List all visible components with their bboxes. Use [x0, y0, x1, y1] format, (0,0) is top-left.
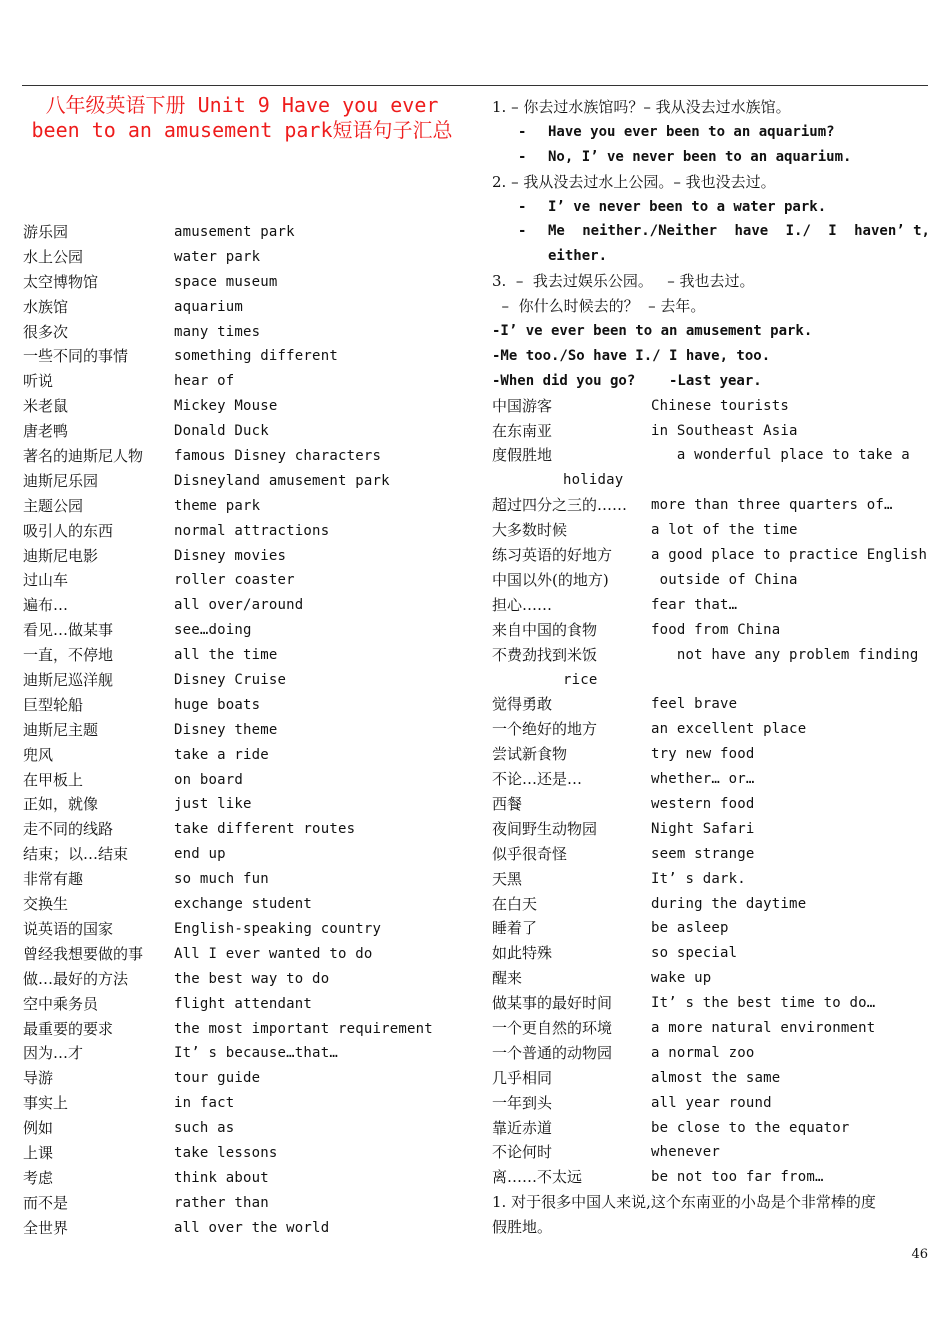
vocab-row	[23, 1091, 463, 1116]
vocab-en	[563, 443, 929, 489]
vocab-row	[492, 742, 932, 767]
vocab-row	[23, 344, 463, 369]
vocab-zh: 迪斯尼电影	[23, 546, 99, 565]
vocab-en: water park	[174, 248, 261, 265]
vocab-row	[492, 593, 932, 618]
vocab-zh: 兜风	[23, 745, 54, 764]
vocab-zh: 大多数时候	[492, 521, 568, 540]
vocab-en: tour guide	[174, 1070, 261, 1087]
vocab-row	[23, 394, 463, 419]
vocab-en: roller coaster	[174, 572, 295, 589]
vocab-row	[23, 917, 463, 942]
dialog-1-b-text: No, I’ ve never been to an aquarium.	[548, 148, 852, 165]
vocab-row	[23, 618, 463, 643]
vocab-row	[23, 792, 463, 817]
dialog-2-b-word: I	[828, 223, 837, 240]
vocab-zh: 迪斯尼巡洋舰	[23, 671, 114, 690]
vocab-zh: 靠近赤道	[492, 1118, 553, 1137]
vocab-row	[23, 1017, 463, 1042]
vocab-row	[23, 494, 463, 519]
vocab-en: in fact	[174, 1095, 235, 1112]
vocab-en: be not too far from…	[651, 1169, 824, 1186]
vocab-zh: 水上公园	[23, 247, 84, 266]
vocab-en: think about	[174, 1169, 269, 1186]
vocab-zh: 全世界	[23, 1218, 69, 1237]
vocab-row	[492, 991, 932, 1016]
vocab-row	[23, 544, 463, 569]
vocab-zh: 考虑	[23, 1168, 54, 1187]
vocab-row	[23, 245, 463, 270]
vocab-zh: 一个更自然的环境	[492, 1018, 613, 1037]
vocab-zh: 在东南亚	[492, 421, 553, 440]
vocab-row	[23, 967, 463, 992]
vocab-zh: 说英语的国家	[23, 919, 114, 938]
vocab-zh: 看见…做某事	[23, 621, 114, 640]
vocab-zh: 导游	[23, 1069, 54, 1088]
page-title	[22, 93, 462, 143]
vocab-row	[492, 941, 932, 966]
vocab-en: Disney movies	[174, 547, 287, 564]
vocab-en: hear of	[174, 373, 235, 390]
vocab-en: All I ever wanted to do	[174, 945, 373, 962]
vocab-row	[492, 1016, 932, 1041]
vocab-en: flight attendant	[174, 995, 313, 1012]
page-number: 46	[911, 1247, 928, 1262]
vocab-en: a more natural environment	[651, 1019, 876, 1036]
dash: -	[518, 223, 527, 240]
dialog-2-zh: 2. – 我从没去过水上公园。– 我也没去过。	[492, 172, 776, 191]
vocab-zh: 一个绝好的地方	[492, 720, 598, 739]
vocab-zh: 在甲板上	[23, 770, 84, 789]
top-rule	[22, 85, 928, 86]
dash: -	[518, 148, 527, 165]
vocab-zh: 著名的迪斯尼人物	[23, 447, 144, 466]
vocab-zh: 走不同的线路	[23, 820, 114, 839]
vocab-en: rather than	[174, 1194, 269, 1211]
vocab-row	[23, 469, 463, 494]
right-column	[492, 95, 932, 1240]
vocab-row	[23, 220, 463, 245]
vocab-en: a lot of the time	[651, 522, 798, 539]
dash: -	[518, 123, 527, 140]
vocab-zh: 正如，就像	[23, 795, 99, 814]
vocab-en: more than three quarters of…	[651, 497, 893, 514]
vocab-en: try new food	[651, 746, 755, 763]
vocab-en: Disney Cruise	[174, 672, 287, 689]
vocab-en: It’ s because…that…	[174, 1045, 338, 1062]
vocab-row	[23, 295, 463, 320]
vocab-en: outside of China	[651, 571, 798, 588]
vocab-zh: 似乎很奇怪	[492, 844, 568, 863]
vocab-row	[23, 718, 463, 743]
vocab-zh: 几乎相同	[492, 1068, 553, 1087]
vocab-zh: 来自中国的食物	[492, 620, 598, 639]
vocab-list-left	[23, 220, 463, 1241]
vocab-en: a normal zoo	[651, 1044, 755, 1061]
vocab-row	[492, 1041, 932, 1066]
vocab-row	[492, 892, 932, 917]
vocab-en: see…doing	[174, 622, 252, 639]
vocab-en: all year round	[651, 1094, 772, 1111]
vocab-row	[23, 1116, 463, 1141]
dialog-2-b-word: haven’ t,	[854, 223, 930, 240]
vocab-en: amusement park	[174, 224, 295, 240]
vocab-row	[23, 892, 463, 917]
dialog-2-b	[492, 219, 932, 244]
vocab-en: food from China	[651, 621, 781, 638]
vocab-zh: 一些不同的事情	[23, 347, 129, 366]
vocab-zh: 空中乘务员	[23, 994, 99, 1013]
vocab-en: so much fun	[174, 871, 269, 888]
vocab-en: in Southeast Asia	[651, 422, 798, 439]
final-sentence-line-2: 假胜地。	[492, 1218, 553, 1237]
vocab-row	[23, 668, 463, 693]
vocab-en: take different routes	[174, 821, 356, 838]
vocab-en: whenever	[651, 1144, 721, 1161]
vocab-en: huge boats	[174, 696, 261, 713]
vocab-row	[23, 568, 463, 593]
dialog-2-a	[492, 195, 932, 220]
vocab-row	[23, 593, 463, 618]
vocab-zh: 一直，不停地	[23, 646, 114, 665]
vocab-en: something different	[174, 348, 338, 365]
vocab-en: take lessons	[174, 1144, 278, 1161]
vocab-zh: 因为…才	[23, 1044, 84, 1063]
vocab-en-line-2: holiday	[563, 472, 624, 489]
vocab-zh: 一个普通的动物园	[492, 1043, 613, 1062]
vocab-row	[492, 1165, 932, 1190]
vocab-row	[492, 692, 932, 717]
vocab-row	[492, 543, 932, 568]
vocab-en: Disney theme	[174, 721, 278, 738]
dialog-1-zh: 1. – 你去过水族馆吗？– 我从没去过水族馆。	[492, 98, 791, 116]
vocab-en: feel brave	[651, 696, 738, 713]
vocab-row	[23, 270, 463, 295]
vocab-row	[23, 320, 463, 345]
vocab-zh: 中国以外(的地方)	[492, 570, 609, 589]
vocab-zh: 西餐	[492, 794, 523, 813]
vocab-en: theme park	[174, 497, 261, 514]
vocab-row	[23, 1216, 463, 1241]
vocab-en: exchange student	[174, 896, 313, 913]
vocab-en: fear that…	[651, 596, 738, 613]
dialog-1-a-text: Have you ever been to an aquarium?	[548, 123, 835, 140]
vocab-row	[23, 743, 463, 768]
dialog-3-zh: 3. – 我去过娱乐公园。 – 我也去过。	[492, 272, 755, 291]
vocab-en: famous Disney characters	[174, 448, 382, 465]
dialog-1-a	[492, 120, 932, 145]
vocab-zh: 听说	[23, 372, 54, 391]
title-line-2: been to an amusement park短语句子汇总	[31, 118, 453, 142]
vocab-zh: 担心……	[492, 595, 553, 614]
vocab-zh: 睡着了	[492, 919, 538, 938]
vocab-row	[23, 1041, 463, 1066]
vocab-row	[492, 643, 932, 693]
vocab-zh: 交换生	[23, 895, 69, 914]
vocab-zh: 觉得勇敢	[492, 695, 553, 714]
vocab-zh: 而不是	[23, 1193, 69, 1212]
vocab-row	[23, 519, 463, 544]
dialog-3-a: -I’ ve ever been to an amusement park.	[492, 323, 813, 340]
vocab-zh: 夜间野生动物园	[492, 819, 598, 838]
vocab-row	[23, 419, 463, 444]
vocab-zh: 遍布…	[23, 596, 69, 615]
vocab-en: It’ s dark.	[651, 870, 746, 887]
vocab-row	[492, 767, 932, 792]
vocab-zh: 不论何时	[492, 1143, 553, 1162]
vocab-row	[492, 419, 932, 444]
vocab-zh: 水族馆	[23, 297, 69, 316]
vocab-en: Donald Duck	[174, 423, 269, 440]
vocab-en: an excellent place	[651, 721, 807, 738]
dash: -	[518, 198, 527, 215]
dialog-2-b-word: have	[734, 223, 769, 240]
vocab-zh: 主题公园	[23, 496, 84, 515]
vocab-zh: 在白天	[492, 894, 538, 913]
vocab-zh: 练习英语的好地方	[492, 546, 613, 565]
vocab-row	[492, 1066, 932, 1091]
vocab-zh: 离……不太远	[492, 1168, 583, 1187]
vocab-en: aquarium	[174, 298, 244, 315]
vocab-row	[492, 717, 932, 742]
vocab-zh: 如此特殊	[492, 944, 553, 963]
vocab-en: western food	[651, 795, 755, 812]
vocab-zh: 巨型轮船	[23, 695, 84, 714]
dialog-2-b-word: neither./Neither	[582, 223, 718, 240]
vocab-zh: 吸引人的东西	[23, 521, 114, 540]
vocab-zh: 尝试新食物	[492, 745, 568, 764]
vocab-en: space museum	[174, 273, 278, 290]
dialog-2-b-cont	[492, 244, 932, 269]
vocab-en: a good place to practice English	[651, 547, 928, 564]
vocab-row	[492, 394, 932, 419]
vocab-en: take a ride	[174, 746, 269, 763]
vocab-zh: 太空博物馆	[23, 272, 99, 291]
dialog-2-b-word: I./	[785, 223, 811, 240]
vocab-zh: 迪斯尼乐园	[23, 471, 99, 490]
dialog-2-b-cont-text: either.	[548, 248, 608, 265]
vocab-zh: 唐老鸭	[23, 422, 69, 441]
vocab-row	[23, 1066, 463, 1091]
vocab-zh: 非常有趣	[23, 870, 84, 889]
vocab-en: be close to the equator	[651, 1119, 850, 1136]
vocab-en: end up	[174, 846, 226, 863]
vocab-zh: 不论…还是…	[492, 770, 583, 789]
vocab-en: all over/around	[174, 597, 304, 614]
vocab-zh: 例如	[23, 1119, 54, 1138]
vocab-en: Mickey Mouse	[174, 398, 278, 415]
vocab-row	[492, 1140, 932, 1165]
vocab-zh: 做某事的最好时间	[492, 994, 613, 1013]
vocab-row	[23, 1141, 463, 1166]
vocab-zh: 醒来	[492, 969, 523, 988]
dialog-2-b-word: Me	[548, 223, 565, 240]
vocab-row	[23, 768, 463, 793]
vocab-en: seem strange	[651, 845, 755, 862]
vocab-zh: 最重要的要求	[23, 1019, 114, 1038]
vocab-zh: 结束；以…结束	[23, 845, 129, 864]
dialog-2-a-text: I’ ve never been to a water park.	[548, 198, 827, 215]
vocab-en: the best way to do	[174, 970, 330, 987]
vocab-row	[492, 443, 932, 493]
vocab-row	[23, 867, 463, 892]
vocab-row	[23, 942, 463, 967]
final-sentence-line-1: 1. 对于很多中国人来说,这个东南亚的小岛是个非常棒的度	[492, 1193, 876, 1212]
vocab-zh: 天黑	[492, 869, 523, 888]
vocab-en: normal attractions	[174, 522, 330, 539]
vocab-zh: 中国游客	[492, 396, 553, 415]
vocab-zh: 做…最好的方法	[23, 969, 129, 988]
title-line-1: 八年级英语下册 Unit 9 Have you ever	[45, 93, 439, 117]
final-sentence	[492, 1190, 932, 1240]
vocab-row	[23, 643, 463, 668]
vocab-en-line-1: not have any problem finding	[651, 646, 919, 663]
vocab-en: Chinese tourists	[651, 397, 790, 414]
vocab-en: such as	[174, 1120, 235, 1137]
vocab-row	[492, 792, 932, 817]
vocab-zh: 很多次	[23, 322, 69, 341]
vocab-row	[23, 693, 463, 718]
vocab-row	[23, 842, 463, 867]
vocab-row	[492, 842, 932, 867]
dialog-3-c: -When did you go? -Last year.	[492, 372, 762, 389]
vocab-zh: 一年到头	[492, 1093, 553, 1112]
vocab-row	[492, 618, 932, 643]
vocab-en: Disneyland amusement park	[174, 472, 390, 489]
vocab-row	[492, 966, 932, 991]
vocab-zh: 不费劲找到米饭	[492, 645, 598, 664]
dialog-1-b	[492, 145, 932, 170]
vocab-row	[492, 817, 932, 842]
vocab-en: be asleep	[651, 920, 729, 937]
vocab-row	[23, 1166, 463, 1191]
vocab-zh: 迪斯尼主题	[23, 720, 99, 739]
vocab-list-right	[492, 394, 932, 1191]
vocab-en: many times	[174, 323, 261, 340]
vocab-en-line-2: rice	[563, 671, 598, 688]
vocab-en: whether… or…	[651, 771, 755, 788]
vocab-en: during the daytime	[651, 895, 807, 912]
vocab-zh: 事实上	[23, 1094, 69, 1113]
vocab-en: It’ s the best time to do…	[651, 995, 876, 1012]
vocab-row	[492, 1116, 932, 1141]
vocab-zh: 过山车	[23, 571, 69, 590]
dialog-3-b: -Me too./So have I./ I have, too.	[492, 347, 771, 364]
vocab-zh: 曾经我想要做的事	[23, 944, 144, 963]
vocab-en: almost the same	[651, 1069, 781, 1086]
vocab-zh: 米老鼠	[23, 397, 69, 416]
vocab-en: English-speaking country	[174, 920, 382, 937]
vocab-en: all the time	[174, 647, 278, 664]
vocab-zh: 游乐园	[23, 223, 69, 241]
vocab-row	[492, 568, 932, 593]
vocab-row	[492, 916, 932, 941]
vocab-zh: 上课	[23, 1143, 54, 1162]
vocab-row	[492, 867, 932, 892]
vocab-row	[23, 444, 463, 469]
vocab-en	[563, 643, 929, 688]
vocab-en: Night Safari	[651, 820, 755, 837]
vocab-row	[492, 1091, 932, 1116]
vocab-row	[492, 493, 932, 518]
vocab-row	[23, 1191, 463, 1216]
vocab-zh: 超过四分之三的……	[492, 496, 628, 515]
vocab-en-line-1: a wonderful place to take a	[651, 447, 910, 464]
vocab-en: all over the world	[174, 1219, 330, 1236]
vocab-en: on board	[174, 771, 244, 788]
vocab-en: wake up	[651, 970, 712, 987]
vocab-en: so special	[651, 945, 738, 962]
dialog-3-zh-2: – 你什么时候去的？ – 去年。	[492, 297, 706, 316]
vocab-row	[492, 518, 932, 543]
vocab-zh: 度假胜地	[492, 446, 553, 465]
vocab-en: just like	[174, 796, 252, 813]
vocab-row	[23, 992, 463, 1017]
vocab-row	[23, 817, 463, 842]
vocab-row	[23, 369, 463, 394]
vocab-en: the most important requirement	[174, 1020, 433, 1037]
